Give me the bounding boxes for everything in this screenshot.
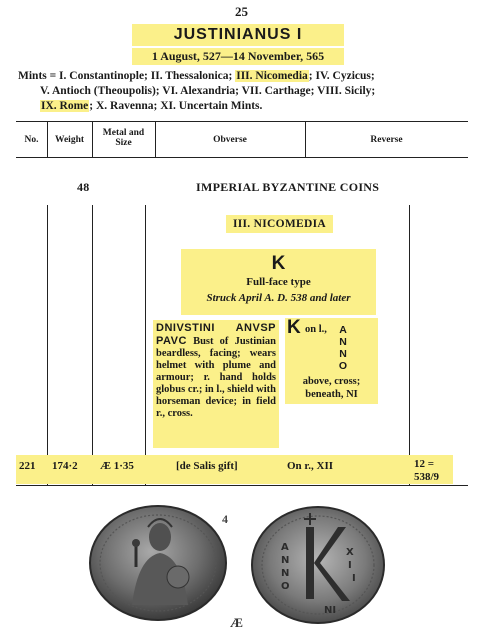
reverse-letter: K [287,317,301,338]
mint-heading: III. NICOMEDIA [226,215,333,233]
type-name: Full-face type [246,276,311,288]
entry-rule [16,485,468,486]
reverse-above: above, cross; [302,376,361,387]
entry-date-line: 538/9 [414,471,440,483]
entry-no: 221 [19,460,36,472]
mints-text: ; X. Ravenna; XI. Uncertain Mints. [89,100,263,112]
reverse-coin-letter: N [281,568,290,579]
reverse-coin-letter: N [281,555,290,566]
col-header-metal [92,128,155,148]
column-line [47,205,48,485]
column-line [92,205,93,485]
reverse-stack-letter: N [339,336,347,348]
plate-metal: Æ [230,615,243,630]
mints-text: Mints = I. Constantinople; II. Thessalonica; [18,70,233,82]
reverse-stack-letter: A [339,324,347,336]
page-number: 25 [235,4,248,19]
coin-plate-image [80,505,410,630]
ruler-dates: 1 August, 527—14 November, 565 [132,48,344,65]
entry-obverse: [de Salis gift] [176,460,238,472]
entry-metal-size: Æ 1·35 [100,460,134,472]
reverse-coin-letter: X [346,547,354,558]
mint-rome-highlight: IX. Rome [41,100,89,112]
header-rule-bottom [16,157,468,158]
reverse-stack [337,324,349,372]
type-struck: Struck April A. D. 538 and later [206,292,351,304]
mints-line-3 [40,99,262,114]
reverse-coin-letter: NI [324,605,337,616]
header-rule-top [16,121,468,122]
column-line [145,205,146,485]
col-header-metal-line: Size [115,138,132,148]
plate-number: 4 [222,512,228,526]
col-header-reverse: Reverse [370,135,403,145]
type-letter: K [271,253,286,274]
running-head-title: IMPERIAL BYZANTINE COINS [196,180,380,194]
reverse-stack-letter: O [338,360,348,372]
reverse-coin-letter: O [281,581,290,592]
mints-text: ; IV. Cyzicus; [308,70,375,82]
entry-reverse: On r., XII [287,460,334,472]
obverse-text: Bust of Justinian beardless, facing; wears helmet with plume and armour; r. hand holds globus cr.; in l., shield with horseman device; in field r., cross. [156,336,277,419]
type-block [181,249,376,315]
reverse-stack-letter: N [339,348,347,360]
reverse-coin-letter: A [281,542,289,553]
mint-nicomedia-highlight: III. Nicomedia [236,70,308,82]
ruler-title: JUSTINIANUS I [132,24,344,46]
coin-obverse [90,506,226,620]
col-header-weight: Weight [54,135,85,145]
entry-date [414,458,439,484]
col-header-no: No. [24,135,39,145]
reverse-beneath: beneath, NI [305,389,358,400]
mints-line-2: V. Antioch (Theoupolis); VI. Alexandria; VII. Carthage; VIII. Sicily; [40,85,376,97]
obverse-description [153,320,279,420]
coin-reverse [252,507,384,623]
obverse-block [153,320,279,448]
reverse-on: on l., [305,324,327,335]
column-line [409,205,410,485]
reverse-coin-letter: I [348,560,352,571]
running-head-page: 48 [77,180,90,194]
col-header-obverse: Obverse [213,135,247,145]
reverse-block [285,318,378,404]
entry-date-line: 12 = [414,458,435,470]
col-header-metal-line: Metal and [102,128,145,138]
mints-line-1 [18,69,375,84]
reverse-coin-letter: I [352,573,356,584]
obverse-legend: DNIVSTINI ANVSP PAVC [156,322,276,347]
entry-weight: 174·2 [52,460,78,472]
